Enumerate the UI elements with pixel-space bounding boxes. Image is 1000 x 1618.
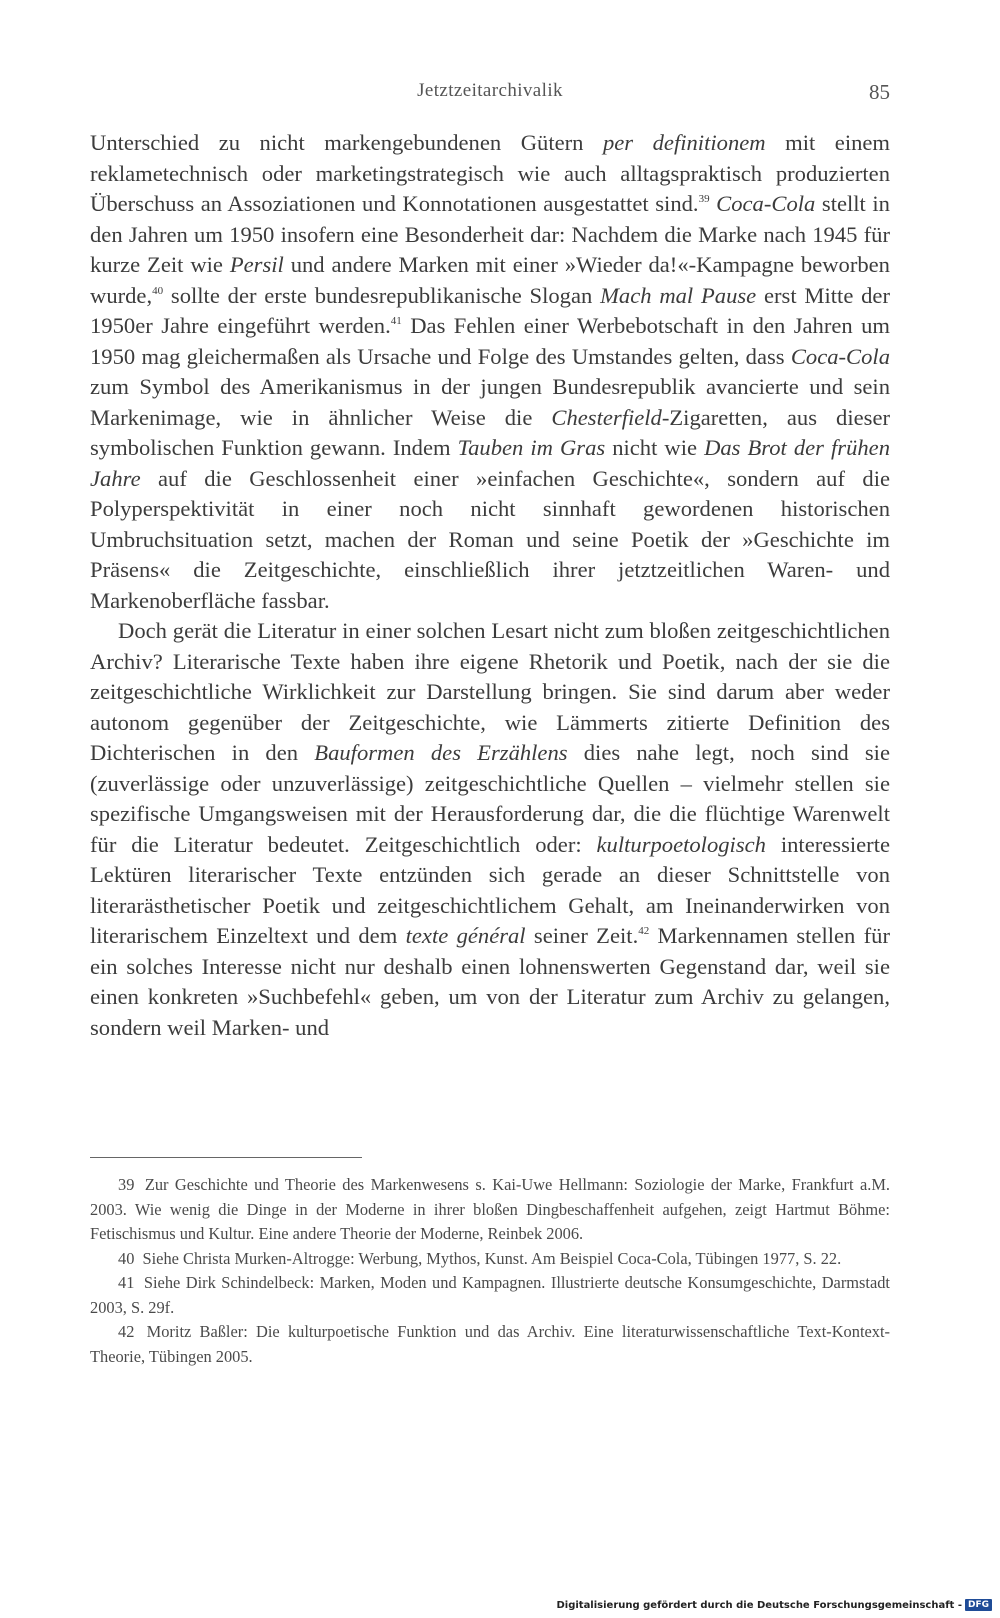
footnote-ref: 40 xyxy=(152,284,164,297)
text-run: seiner Zeit. xyxy=(525,923,639,948)
text-run: mit einem reklametechnisch oder marketingstrategisch wie auch alltagspraktisch produzierten Überschuss an Assoziationen und Konnotationen ausgestattet sind. xyxy=(90,130,890,216)
text-run: nicht wie xyxy=(605,435,705,460)
italic-text: Das Brot der frühen Jahre xyxy=(90,435,890,491)
text-run: -Zigaretten, aus dieser symbolischen Funktion gewann. Indem xyxy=(90,404,890,460)
footnote xyxy=(90,1271,890,1320)
text-run: Unterschied zu nicht markengebundenen Gütern xyxy=(90,130,603,155)
body-text xyxy=(90,128,890,1043)
text-run: auf die Geschlossenheit einer »einfachen Geschichte«, sondern auf die Polyperspektivität in einer noch nicht sinnhaft gewordenen historischen Umbruchsituation setzt, machen der Roman und seine Poetik der »Geschichte im Präsens« die Zeitgeschichte, einschließlich ihrer jetztzeitlichen Waren- und Markenoberfläche fassbar. xyxy=(90,465,890,613)
footnote-number: 41 xyxy=(118,1273,135,1292)
text-run: zum Symbol des Amerikanismus in der jungen Bundesrepublik avancierte und sein Markenimage, wie in ähnlicher Weise die xyxy=(90,374,890,430)
dfg-logo-icon: DFG xyxy=(965,1599,992,1611)
footnote-separator xyxy=(90,1157,362,1158)
text-run: stellt in den Jahren um 1950 insofern eine Besonderheit dar: Nachdem die Marke nach 1945 für kurze Zeit wie xyxy=(90,191,890,277)
footnote xyxy=(90,1320,890,1369)
funding-banner xyxy=(556,1599,992,1611)
footnote-text: Siehe Christa Murken-Altrogge: Werbung, Mythos, Kunst. Am Beispiel Coca-Cola, Tübingen 1977, S. 22. xyxy=(142,1248,842,1268)
text-run: Doch gerät die Literatur in einer solchen Lesart nicht zum bloßen zeitgeschichtlichen Archiv? Literarische Texte haben ihre eigene Rhetorik und Poetik, nach der sie die zeitgeschichtliche Wirklichkeit zur Darstellung bringen. Sie sind darum aber weder autonom gegenüber der Zeitgeschichte, wie Lämmerts zitierte Definition des Dichterischen in den xyxy=(90,618,890,765)
text-run: erst Mitte der 1950er Jahre eingeführt werden. xyxy=(90,282,890,338)
footnote xyxy=(90,1173,890,1247)
funding-note: Digitalisierung gefördert durch die Deutsche Forschungsgemeinschaft - xyxy=(556,1599,962,1611)
footnote-ref: 42 xyxy=(638,925,650,937)
italic-text: Bauformen des Erzählens xyxy=(314,740,568,765)
text-run: und andere Marken mit einer »Wieder da!«-Kampagne beworben wurde, xyxy=(90,252,890,308)
footnote-text: Moritz Baßler: Die kulturpoetische Funktion und das Archiv. Eine literaturwissenschaftliche Text-Kontext-Theorie, Tübingen 2005. xyxy=(90,1322,890,1366)
italic-text: texte général xyxy=(405,923,526,948)
italic-text: kulturpoetologisch xyxy=(596,831,766,857)
text-run: dies nahe legt, noch sind sie (zuverlässige oder unzuverlässige) zeitgeschichtliche Quellen – vielmehr stellen sie spezifische Umgangsweisen mit der Herausforderung dar, die die flüchtige Warenwelt für die Literatur bedeutet. Zeitgeschichtlich oder: xyxy=(90,740,890,857)
paragraph-2 xyxy=(90,616,890,1043)
text-run: interessierte Lektüren literarischer Texte entzünden sich gerade an dieser Schnittstelle von literarästhetischer Poetik und zeitgeschichtlichem Gehalt, am Ineinanderwirken von literarischem Einzeltext und dem xyxy=(90,831,890,948)
italic-text: Mach mal Pause xyxy=(600,282,757,308)
footnote-number: 42 xyxy=(118,1322,135,1341)
footnote-text: Siehe Dirk Schindelbeck: Marken, Moden und Kampagnen. Illustrierte deutsche Konsumgeschichte, Darmstadt 2003, S. 29f. xyxy=(90,1273,890,1317)
italic-text: per definitionem xyxy=(602,130,766,155)
running-head xyxy=(90,80,890,110)
page-number: 85 xyxy=(869,80,890,104)
footnote-text: Zur Geschichte und Theorie des Markenwesens s. Kai-Uwe Hellmann: Soziologie der Marke, Frankfurt a.M. 2003. Wie wenig die Dinge in der Moderne in ihrer bloßen Dingbeschaffenheit aufgehen, zeigt Hartmut Böhme: Fetischismus und Kultur. Eine andere Theorie der Moderne, Reinbek 2006. xyxy=(90,1175,890,1243)
italic-text: Chesterfield xyxy=(551,404,662,430)
italic-text: Coca-Cola xyxy=(790,343,890,369)
text-run: sollte der erste bundesrepublikanische Slogan xyxy=(163,282,601,308)
italic-text: Coca-Cola xyxy=(716,191,816,216)
running-title: Jetztzeitarchivalik xyxy=(417,80,563,101)
footnote-number: 40 xyxy=(118,1248,135,1268)
footnotes xyxy=(90,1173,890,1369)
footnote-ref: 39 xyxy=(698,193,710,205)
text-run: Markennamen stellen für ein solches Interesse nicht nur deshalb einen lohnenswerten Gegenstand dar, weil sie einen konkreten »Suchbefehl« geben, um von der Literatur zum Archiv zu gelangen, sondern weil Marken- und xyxy=(90,923,890,1040)
paragraph-1 xyxy=(90,128,890,616)
footnote-ref: 41 xyxy=(390,315,402,327)
italic-text: Persil xyxy=(229,252,284,277)
footnote-number: 39 xyxy=(118,1175,135,1194)
italic-text: Tauben im Gras xyxy=(457,435,606,460)
text-run: Das Fehlen einer Werbebotschaft in den Jahren um 1950 mag gleichermaßen als Ursache und Folge des Umstandes gelten, dass xyxy=(90,313,891,369)
footnote xyxy=(90,1247,890,1272)
